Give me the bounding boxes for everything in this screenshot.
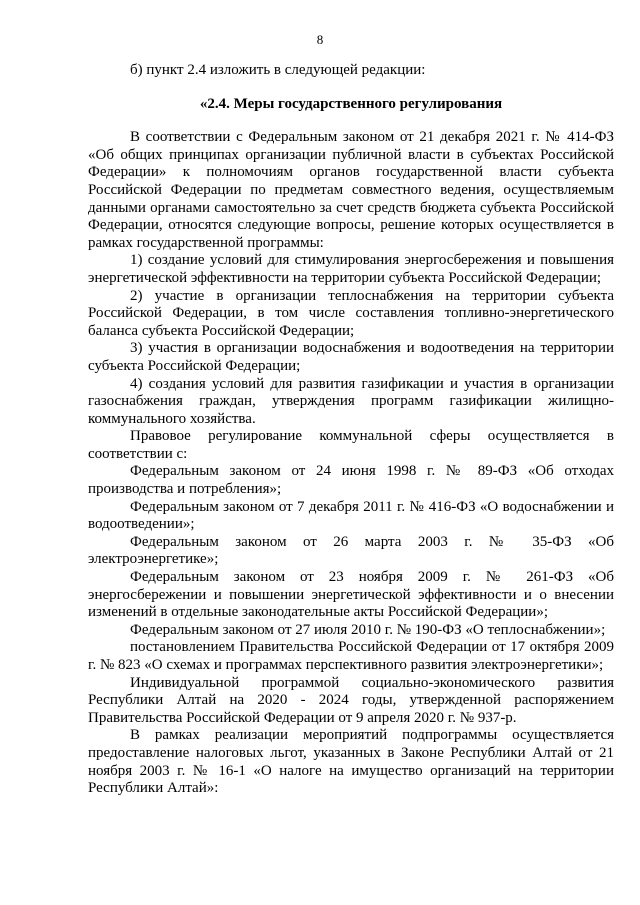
- paragraph: В рамках реализации мероприятий подпрограммы осуществляется предоставление налоговых льгот, указанных в Законе Республики Алтай от 21 ноября 2003 г. № 16-1 «О налоге на имущество организаций на территории Республики Алтай»:: [88, 727, 614, 797]
- paragraph: Федеральным законом от 26 марта 2003 г. № 35-ФЗ «Об электроэнергетике»;: [88, 533, 614, 568]
- paragraph: 3) участия в организации водоснабжения и водоотведения на территории субъекта Российской Федерации;: [88, 340, 614, 374]
- paragraph: Федеральным законом от 24 июня 1998 г. № 89-ФЗ «Об отходах производства и потребления»;: [88, 463, 614, 498]
- intro-line: б) пункт 2.4 изложить в следующей редакции:: [130, 62, 426, 78]
- paragraph: 2) участие в организации теплоснабжения на территории субъекта Российской Федерации, в том числе составления топливно-энергетического баланса субъекта Российской Федерации;: [88, 287, 614, 339]
- paragraph: Правовое регулирование коммунальной сферы осуществляется в соответствии с:: [88, 428, 614, 462]
- paragraph: Федеральным законом от 7 декабря 2011 г. № 416-ФЗ «О водоснабжении и водоотведении»;: [88, 498, 614, 533]
- paragraph: 1) создание условий для стимулирования энергосбережения и повышения энергетической эффективности на территории субъекта Российской Федерации;: [88, 252, 614, 286]
- page-number: 8: [316, 32, 324, 47]
- paragraph: 4) создания условий для развития газификации и участия в организации газоснабжения граждан, утверждения программ газификации жилищно-коммунального хозяйства.: [88, 375, 614, 427]
- section-heading: «2.4. Меры государственного регулирования: [199, 95, 503, 112]
- paragraph: постановлением Правительства Российской Федерации от 17 октября 2009 г. № 823 «О схемах и программах перспективного развития электроэнергетики»;: [88, 639, 614, 673]
- paragraph: В соответствии с Федеральным законом от 21 декабря 2021 г. № 414-ФЗ «Об общих принципах организации публичной власти в субъектах Российской Федерации» к полномочиям органов государственной власти субъекта Российской Федерации по предметам совместного ведения, осуществляемым данными органами самостоятельно за счет средств бюджета субъекта Российской Федерации, относятся следующие вопросы, решение которых осуществляется в рамках государственной программы:: [88, 129, 614, 251]
- paragraph: Федеральным законом от 27 июля 2010 г. № 190-ФЗ «О теплоснабжении»;: [130, 621, 606, 638]
- document-body: [88, 62, 614, 798]
- paragraph: Индивидуальной программой социально-экономического развития Республики Алтай на 2020 - 2024 годы, утвержденной распоряжением Правительства Российской Федерации от 9 апреля 2020 г. № 937-р.: [88, 674, 614, 726]
- paragraph: Федеральным законом от 23 ноября 2009 г. № 261-ФЗ «Об энергосбережении и повышении энергетической эффективности и о внесении изменений в отдельные законодательные акты Российской Федерации»;: [88, 569, 614, 621]
